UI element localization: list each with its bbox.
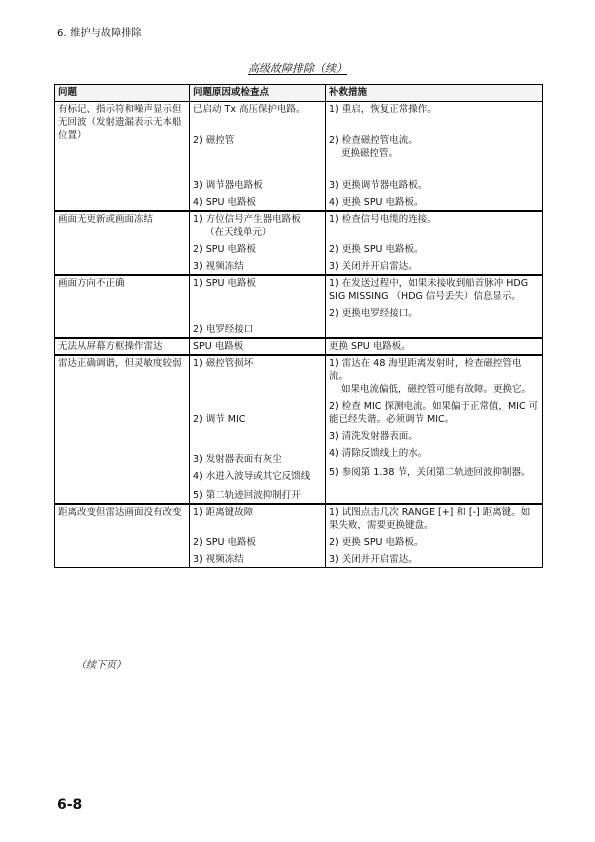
- problem-cell: [55, 355, 190, 504]
- table-row: [55, 275, 543, 338]
- cause-item: 2) SPU 电路板: [193, 537, 257, 548]
- cause-item: 1) SPU 电路板: [193, 278, 257, 289]
- cause-cell: [190, 355, 326, 504]
- table-header-row: [55, 85, 543, 102]
- cause-cell: [190, 338, 326, 355]
- cause-item: 4) SPU 电路板: [193, 197, 257, 208]
- table-row: [55, 211, 543, 275]
- problem-text: 距离改变但雷达画面没有改变: [58, 507, 182, 518]
- problem-cell: [55, 504, 190, 568]
- remedy-item: 2) 更换电罗经接口。: [329, 308, 418, 319]
- remedy-item: 3) 清洗发射器表面。: [329, 431, 418, 442]
- table-title: 高级故障排除（续）: [248, 62, 347, 75]
- remedy-item: 2) 检查 MIC 探测电流。如果偏于正常值，MIC 可能已经失谐。必须调节 MIC。: [329, 401, 539, 425]
- cause-item: 1) 方位信号产生器电路板: [193, 214, 301, 225]
- table-row: [55, 504, 543, 568]
- remedy-item: 4) 更换 SPU 电路板。: [329, 197, 424, 208]
- cause-item: 3) 发射器表面有灰尘: [193, 454, 282, 465]
- cause-item: 3) 调节器电路板: [193, 180, 263, 191]
- cause-item: 已启动 Tx 高压保护电路。: [193, 104, 306, 115]
- chapter-header: 6. 维护与故障排除: [57, 28, 142, 39]
- cause-item: 3) 视频冻结: [193, 554, 244, 565]
- table-row: [55, 102, 543, 212]
- problem-text: 画面无更新或画面冻结: [58, 214, 154, 225]
- cause-item: 1) 磁控管损坏: [193, 358, 254, 369]
- cause-cell: [190, 504, 326, 568]
- column-header-problem: 问题: [55, 85, 190, 102]
- remedy-item: 5) 参阅第 1.38 节，关闭第二轨迹回波抑制器。: [329, 467, 531, 478]
- remedy-item-continuation: 如果电流偏低，磁控管可能有故障。更换它。: [341, 384, 532, 395]
- remedy-item: 2) 更换 SPU 电路板。: [329, 537, 424, 548]
- problem-cell: [55, 211, 190, 275]
- problem-cell: [55, 338, 190, 355]
- cause-item-continuation: （在天线单元）: [205, 227, 272, 238]
- remedy-cell: [326, 275, 543, 338]
- remedy-item: 3) 关闭并开启雷达。: [329, 261, 418, 272]
- remedy-item: 1) 重启，恢复正常操作。: [329, 104, 437, 115]
- continued-note: （续下页）: [76, 660, 126, 671]
- cause-item: 2) 磁控管: [193, 135, 235, 146]
- cause-item: SPU 电路板: [193, 341, 244, 352]
- remedy-item: 1) 在发送过程中，如果未接收到船首脉冲 HDG SIG MISSING （HDG 信号丢失）信息显示。: [329, 278, 529, 302]
- cause-item: 2) SPU 电路板: [193, 244, 257, 255]
- cause-item: 2) 电罗经接口: [193, 324, 254, 335]
- table-row: [55, 355, 543, 504]
- remedy-cell: [326, 338, 543, 355]
- remedy-cell: [326, 504, 543, 568]
- cause-item: 3) 视频冻结: [193, 261, 244, 272]
- cause-cell: [190, 275, 326, 338]
- problem-text: 有标记、指示符和噪声显示但无回波（发射遗漏表示无本船位置）: [58, 104, 182, 141]
- problem-text: 画面方向不正确: [58, 278, 125, 289]
- cause-cell: [190, 211, 326, 275]
- remedy-cell: [326, 211, 543, 275]
- cause-item: 5) 第二轨迹回波抑制打开: [193, 490, 301, 501]
- cause-item: 2) 调节 MIC: [193, 414, 246, 425]
- table-row: [55, 338, 543, 355]
- cause-item: 1) 距离键故障: [193, 507, 254, 518]
- problem-text: 无法从屏幕方框操作雷达: [58, 341, 163, 352]
- cause-cell: [190, 102, 326, 212]
- remedy-item: 1) 试图点击几次 RANGE [+] 和 [-] 距离键。如果失败，需要更换键盘。: [329, 507, 531, 531]
- problem-text: 雷达正确调谐，但灵敏度较弱: [58, 358, 182, 369]
- column-header-remedy: 补救措施: [326, 85, 543, 102]
- column-header-cause: 问题原因或检查点: [190, 85, 326, 102]
- remedy-item: 2) 更换 SPU 电路板。: [329, 244, 424, 255]
- remedy-item-continuation: 更换磁控管。: [341, 148, 399, 159]
- remedy-item: 4) 清除反馈线上的水。: [329, 448, 428, 459]
- remedy-cell: [326, 102, 543, 212]
- remedy-item: 2) 检查磁控管电流。: [329, 135, 418, 146]
- remedy-cell: [326, 355, 543, 504]
- remedy-item: 1) 雷达在 48 海里距离发射时，检查磁控管电流。: [329, 358, 522, 382]
- remedy-item: 3) 更换调节器电路板。: [329, 180, 428, 191]
- remedy-item: 3) 关闭并开启雷达。: [329, 554, 418, 565]
- cause-item: 4) 水进入波导或其它反馈线: [193, 471, 311, 482]
- troubleshooting-table: [54, 84, 543, 568]
- page-number: 6-8: [57, 797, 83, 813]
- problem-cell: [55, 102, 190, 212]
- problem-cell: [55, 275, 190, 338]
- remedy-item: 更换 SPU 电路板。: [329, 341, 411, 352]
- remedy-item: 1) 检查信号电缆的连接。: [329, 214, 437, 225]
